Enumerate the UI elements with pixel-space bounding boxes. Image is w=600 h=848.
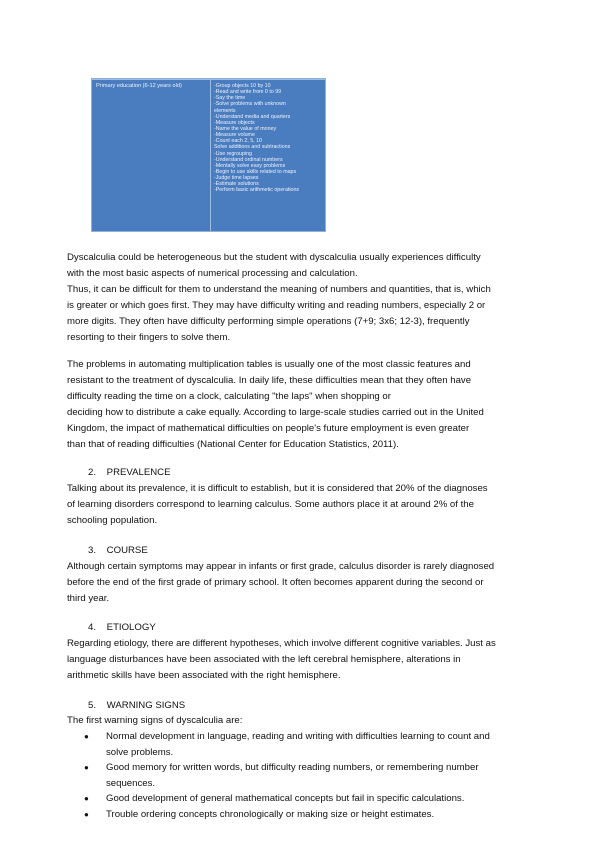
section-number: 4. xyxy=(88,622,97,633)
table-item: -Perform basic arithmetic operations xyxy=(214,187,300,194)
text-line: with the most basic aspects of numerical processing and calculation. xyxy=(67,268,358,279)
section-heading-prevalence xyxy=(88,466,170,480)
section-title: PREVALENCE xyxy=(106,467,171,478)
bullet-icon: ● xyxy=(84,809,89,819)
text-line: third year. xyxy=(67,593,110,604)
automation-paragraph xyxy=(67,357,537,453)
table-item: -Understand media and quarters xyxy=(214,113,291,120)
table-item: elements xyxy=(214,107,236,114)
section-title: WARNING SIGNS xyxy=(106,700,186,711)
list-item xyxy=(84,791,534,807)
table-top-border xyxy=(92,79,325,80)
section-heading-course xyxy=(88,544,148,558)
table-item: -Estimate solutions xyxy=(214,181,259,188)
section-number: 5. xyxy=(88,700,97,711)
table-item: -Judge time lapses xyxy=(214,175,259,182)
section-title: ETIOLOGY xyxy=(106,622,156,633)
table-item: -Measure objects xyxy=(214,119,255,126)
text-line: than that of reading difficulties (National Center for Education Statistics, 2011). xyxy=(67,439,399,450)
text-line: language disturbances have been associated with the left cerebral hemisphere, alterations in xyxy=(67,654,461,665)
course-paragraph xyxy=(67,559,537,607)
text-line: schooling population. xyxy=(67,515,158,526)
table-item: -Mentally solve easy problems xyxy=(214,162,286,169)
text-line: Normal development in language, reading and writing with difficulties learning to count and xyxy=(106,731,490,742)
bullet-icon: ● xyxy=(84,794,89,803)
text-line: more digits. They often have difficulty performing simple operations (7+9; 3x6; 12-3), frequently xyxy=(67,316,470,327)
table-item: -Group objects 10 by 10 xyxy=(214,83,271,89)
text-line: Regarding etiology, there are different hypotheses, which involve different cognitive variables. Just as xyxy=(67,638,496,649)
table-column-divider xyxy=(210,79,211,231)
section-heading-etiology xyxy=(88,621,156,635)
table-item: -Measure volume xyxy=(214,132,255,139)
table-item: -Solve problems with unknown xyxy=(214,101,286,108)
warning-signs-intro xyxy=(67,713,537,729)
text-line: arithmetic skills have been associated with the right hemisphere. xyxy=(67,670,341,681)
text-line: Talking about its prevalence, it is difficult to establish, but it is considered that 20% of the diagnoses xyxy=(67,483,488,494)
table-item: -Use regrouping xyxy=(214,150,252,157)
prevalence-paragraph xyxy=(67,481,537,529)
text-line: sequences. xyxy=(106,777,156,789)
table-item: -Name the value of money xyxy=(214,125,277,132)
section-number: 3. xyxy=(88,545,97,556)
table-item: -Say the time xyxy=(214,95,246,102)
table-left-header: Primary education (6-12 years old) xyxy=(96,83,182,89)
table-right-cell xyxy=(214,83,324,194)
bullet-icon: ● xyxy=(84,732,89,741)
warning-signs-list xyxy=(84,729,534,822)
section-number: 2. xyxy=(88,467,97,478)
text-line: is greater or which goes first. They may have difficulty writing and reading numbers, especially 2 or xyxy=(67,300,486,311)
table-item: -Count each 2, 5, 10 xyxy=(214,138,262,145)
text-line: solve problems. xyxy=(106,746,174,758)
text-line: Trouble ordering concepts chronologically or making size or height estimates. xyxy=(106,808,435,820)
text-line: Dyscalculia could be heterogeneous but the student with dyscalculia usually experiences difficulty xyxy=(67,252,481,263)
etiology-paragraph xyxy=(67,636,537,684)
section-heading-warning-signs xyxy=(88,699,185,713)
section-title: COURSE xyxy=(106,545,148,556)
text-line: difficulty reading the time on a clock, calculating "the laps" when shopping or xyxy=(67,391,391,402)
bullet-icon: ● xyxy=(84,763,89,772)
text-line: resorting to their fingers to solve them. xyxy=(67,332,231,343)
text-line: of learning disorders correspond to learning calculus. Some authors place it at around 2% of the xyxy=(67,499,474,510)
list-item xyxy=(84,807,534,823)
text-line: The first warning signs of dyscalculia are: xyxy=(67,715,243,726)
text-line: deciding how to distribute a cake equally. According to large-scale studies carried out in the United xyxy=(67,407,484,418)
text-line: Good memory for written words, but difficulty reading numbers, or remembering number xyxy=(106,762,479,773)
list-item xyxy=(84,760,534,791)
text-line: Thus, it can be difficult for them to understand the meaning of numbers and quantities, that is, which xyxy=(67,284,491,295)
table-item: -Read and write from 0 to 99 xyxy=(214,89,282,96)
table-item: -Understand ordinal numbers xyxy=(214,156,283,163)
intro-paragraph xyxy=(67,250,537,346)
text-line: Although certain symptoms may appear in infants or first grade, calculus disorder is rarely diagnosed xyxy=(67,561,495,572)
table-item: -Begin to use skills related to maps xyxy=(214,168,297,175)
text-line: Good development of general mathematical concepts but fail in specific calculations. xyxy=(106,793,465,804)
list-item xyxy=(84,729,534,760)
text-line: before the end of the first grade of primary school. It often becomes apparent during the second or xyxy=(67,577,484,588)
table-item: Solve additions and subtractions xyxy=(214,144,291,151)
text-line: resistant to the treatment of dyscalculia. In daily life, these difficulties mean that they often have xyxy=(67,375,472,386)
text-line: The problems in automating multiplication tables is usually one of the most classic features and xyxy=(67,359,471,370)
education-milestones-table xyxy=(91,78,326,232)
text-line: Kingdom, the impact of mathematical difficulties on people's future employment is even greater xyxy=(67,423,470,434)
